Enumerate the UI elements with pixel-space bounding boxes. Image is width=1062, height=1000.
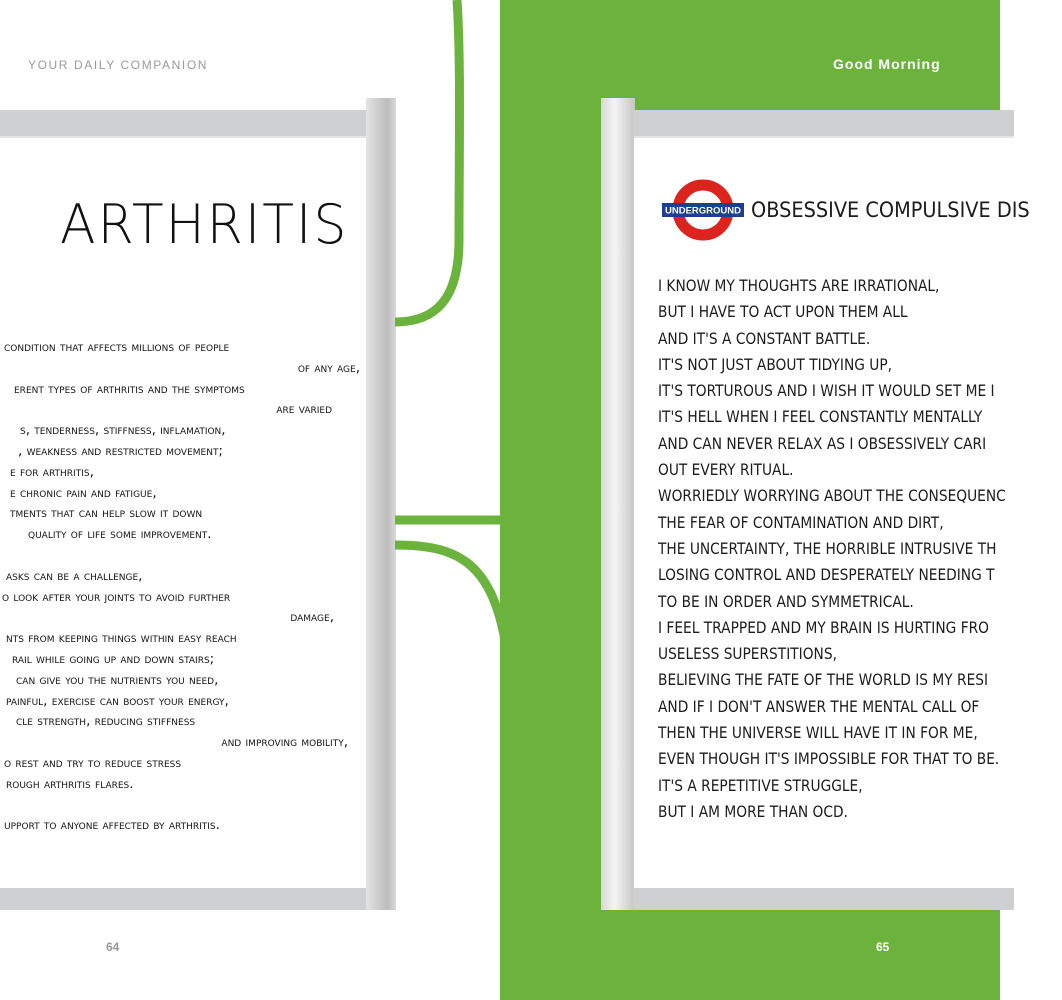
card-bottom-bar	[634, 888, 1014, 910]
text-line: upport to anyone affected by arthritis.	[4, 817, 220, 834]
text-line: LOSING CONTROL AND DESPERATELY NEEDING T	[658, 565, 995, 585]
page-number-left: 64	[106, 940, 120, 954]
text-line: BELIEVING THE FATE OF THE WORLD IS MY RESI	[658, 670, 989, 690]
left-card-edge	[366, 98, 396, 910]
text-line: , weakness and restricted movement;	[18, 442, 223, 459]
text-line: condition that affects millions of people	[4, 339, 230, 355]
text-line: and improving mobility,	[221, 734, 348, 751]
text-line: TO BE IN ORDER AND SYMMETRICAL.	[658, 591, 914, 611]
text-line: IT'S NOT JUST ABOUT TIDYING UP,	[658, 354, 893, 374]
page-number-right: 65	[876, 940, 890, 954]
text-line: can give you the nutrients you need,	[16, 671, 219, 688]
arthritis-text	[0, 337, 360, 836]
running-head-left: YOUR DAILY COMPANION	[28, 58, 209, 72]
text-line: IT'S TORTUROUS AND I WISH IT WOULD SET ME I	[658, 381, 995, 401]
text-line: EVEN THOUGH IT'S IMPOSSIBLE FOR THAT TO BE.	[658, 749, 1000, 769]
text-line: I KNOW MY THOUGHTS ARE IRRATIONAL,	[658, 276, 940, 295]
text-line: e chronic pain and fatigue,	[10, 484, 157, 501]
running-head-right: Good Morning	[833, 56, 941, 72]
text-line: e for arthritis,	[10, 463, 94, 480]
text-line: o look after your joints to avoid further	[2, 588, 231, 605]
card-bottom-bar	[0, 888, 366, 910]
text-line: THE UNCERTAINTY, THE HORRIBLE INTRUSIVE TH	[658, 538, 997, 558]
text-line	[0, 545, 360, 566]
text-line: erent types of arthritis and the symptoms	[14, 380, 245, 397]
card-top-bar	[0, 110, 366, 138]
text-line: asks can be a challenge,	[6, 567, 143, 584]
text-line	[0, 795, 360, 816]
arthritis-title: ARTHRITIS	[60, 193, 349, 257]
text-line: IT'S A REPETITIVE STRUGGLE,	[658, 775, 863, 795]
underground-roundel-icon	[662, 178, 744, 242]
text-line: OUT EVERY RITUAL.	[658, 460, 794, 480]
text-line: quality of life some improvement.	[28, 526, 212, 543]
text-line: WORRIEDLY WORRYING ABOUT THE CONSEQUENC	[658, 486, 1006, 506]
text-line: rail while going up and down stairs;	[12, 650, 215, 667]
text-line: s, tenderness, stiffness, inflamation,	[20, 422, 226, 439]
card-top-bar	[634, 110, 1014, 138]
text-line: of any age,	[297, 359, 360, 376]
text-line: USELESS SUPERSTITIONS,	[658, 644, 837, 664]
text-line: are varied	[276, 401, 332, 418]
ocd-title: OBSESSIVE COMPULSIVE DIS	[751, 198, 1030, 222]
text-line: THE FEAR OF CONTAMINATION AND DIRT,	[658, 512, 944, 532]
text-line: painful, exercise can boost your energy,	[6, 692, 229, 709]
text-line: BUT I HAVE TO ACT UPON THEM ALL	[658, 302, 908, 322]
text-line: AND CAN NEVER RELAX AS I OBSESSIVELY CARI	[658, 433, 987, 453]
text-line: AND IT'S A CONSTANT BATTLE.	[658, 328, 871, 348]
text-line: cle strength, reducing stiffness	[16, 713, 196, 730]
text-line: rough arthritis flares.	[6, 775, 134, 792]
text-line: nts from keeping things within easy reach	[6, 630, 237, 647]
text-line: damage,	[290, 609, 334, 626]
text-line: BUT I AM MORE THAN OCD.	[658, 801, 848, 821]
text-line: tments that can help slow it down	[10, 505, 203, 522]
text-line: AND IF I DON'T ANSWER THE MENTAL CALL OF	[658, 696, 980, 716]
ocd-poem-text	[658, 273, 1062, 825]
right-card-edge	[601, 98, 635, 910]
text-line: THEN THE UNIVERSE WILL HAVE IT IN FOR ME,	[658, 723, 978, 743]
connector-lines	[395, 0, 505, 660]
text-line: IT'S HELL WHEN I FEEL CONSTANTLY MENTALLY	[658, 407, 983, 427]
text-line: o rest and try to reduce stress	[4, 754, 182, 771]
text-line: I FEEL TRAPPED AND MY BRAIN IS HURTING FRO	[658, 617, 990, 637]
roundel-label: UNDERGROUND	[665, 205, 741, 217]
